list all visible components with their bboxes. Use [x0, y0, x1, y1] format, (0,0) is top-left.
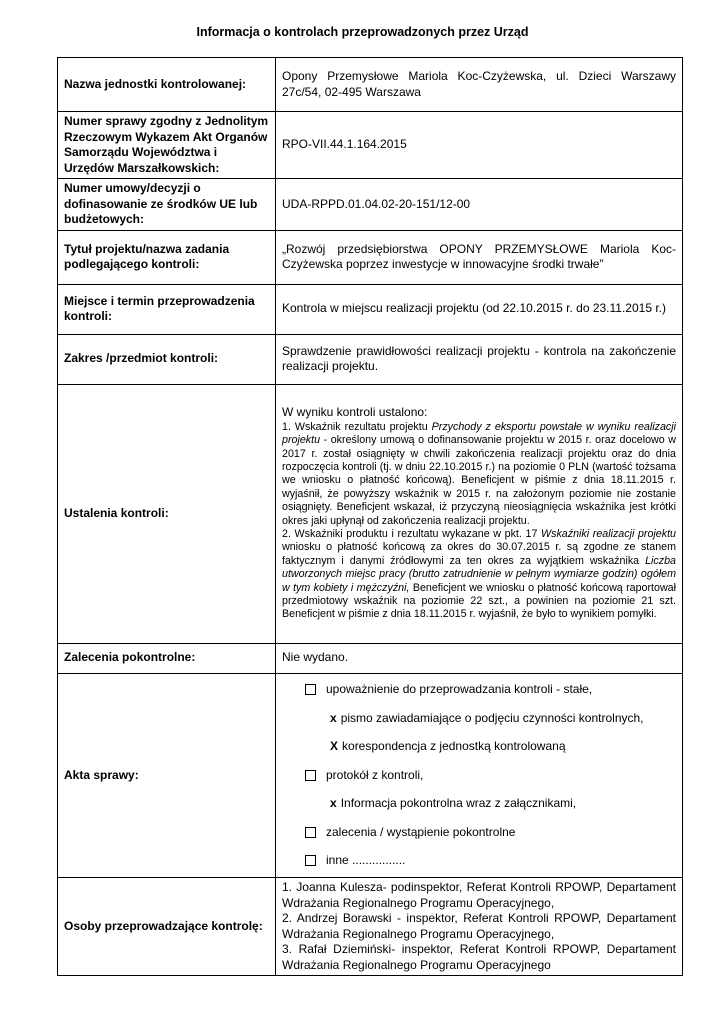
label-osoby: Osoby przeprowadzające kontrolę:	[58, 878, 276, 976]
akta-item	[282, 847, 676, 876]
row-numer-sprawy	[58, 112, 683, 179]
akta-item	[282, 818, 676, 847]
checkbox-icon	[305, 770, 316, 781]
label-tytul: Tytuł projektu/nazwa zadania podlegającego kontroli:	[58, 230, 276, 284]
checkbox-icon	[305, 684, 316, 695]
label-jednostka: Nazwa jednostki kontrolowanej:	[58, 58, 276, 112]
label-zakres: Zakres /przedmiot kontroli:	[58, 334, 276, 384]
osoba-1: 1. Joanna Kulesza- podinspektor, Referat Kontroli RPOWP, Departament Wdrażania Regionalnego Programu Operacyjnego,	[282, 880, 676, 910]
value-ustalenia	[276, 384, 683, 643]
p2-text-c: Beneficjent we wniosku o płatność końcową raportował przedmiotowy wskaźnik na poziomie 22 szt., a powinien na poziomie 21 szt. Beneficjent w piśmie z dnia 18.11.2015 r. wyjaśnił, że było to wynikiem pomyłki.	[282, 581, 676, 621]
control-info-table	[57, 57, 683, 976]
p2-text-b: wniosku o płatność końcową za okres do 30.07.2015 r. są zgodne ze stanem faktycznym i danymi źródłowymi za ten okres za wyjątkiem wskaźnika	[282, 541, 676, 567]
row-zalecenia	[58, 643, 683, 673]
label-akta: Akta sprawy:	[58, 673, 276, 878]
row-osoby	[58, 878, 683, 976]
akta-item-label: inne ................	[326, 853, 406, 867]
akta-item-label: protokół z kontroli,	[326, 767, 424, 782]
check-mark: X	[330, 739, 339, 753]
p2-italic-2: Liczba utworzonych miejsc pracy (brutto zatrudnienie w pełnym wymiarze godzin) ogółem w tym kobiety i mężczyźni,	[282, 554, 676, 594]
row-ustalenia	[58, 384, 683, 643]
akta-list	[282, 676, 676, 876]
value-numer-sprawy: RPO-VII.44.1.164.2015	[276, 112, 683, 179]
osoba-2: 2. Andrzej Borawski - inspektor, Referat Kontroli RPOWP, Departament Wdrażania Regionalnego Programu Operacyjnego,	[282, 911, 676, 941]
row-miejsce	[58, 284, 683, 334]
page-title: Informacja o kontrolach przeprowadzonych przez Urząd	[196, 25, 529, 39]
value-osoby	[276, 878, 683, 976]
akta-item-label: zalecenia / wystąpienie pokontrolne	[326, 824, 516, 839]
check-mark: x	[330, 710, 337, 725]
value-tytul: „Rozwój przedsiębiorstwa OPONY PRZEMYSŁOWE Mariola Koc-Czyżewska poprzez inwestycje w innowacyjne środki trwałe”	[276, 230, 683, 284]
akta-item-label: Informacja pokontrolna wraz z załącznikami,	[340, 796, 577, 810]
p2-italic-1: Wskaźniki realizacji projektu	[541, 527, 676, 540]
label-numer-umowy: Numer umowy/decyzji o dofinasowanie ze środków UE lub budżetowych:	[58, 179, 276, 231]
row-jednostka	[58, 58, 683, 112]
check-mark: x	[330, 796, 337, 810]
row-zakres	[58, 334, 683, 384]
akta-item-label: pismo zawiadamiające o podjęciu czynności kontrolnych,	[340, 710, 644, 725]
p1-text-a: 1. Wskaźnik rezultatu projektu	[282, 420, 432, 433]
row-numer-umowy	[58, 179, 683, 231]
label-numer-sprawy: Numer sprawy zgodny z Jednolitym Rzeczowym Wykazem Akt Organów Samorządu Województwa i Urzędów Marszałkowskich:	[58, 112, 276, 179]
osoba-3: 3. Rafał Dziemiński- inspektor, Referat Kontroli RPOWP, Departament Wdrażania Regionalnego Programu Operacyjnego	[282, 942, 676, 972]
akta-item	[282, 704, 676, 733]
label-zalecenia: Zalecenia pokontrolne:	[58, 643, 276, 673]
akta-item	[282, 790, 676, 819]
row-tytul	[58, 230, 683, 284]
p1-italic: Przychody z eksportu powstałe w wyniku realizacji projektu	[282, 420, 676, 447]
akta-item	[282, 761, 676, 790]
label-ustalenia: Ustalenia kontroli:	[58, 384, 276, 643]
value-jednostka: Opony Przemysłowe Mariola Koc-Czyżewska, ul. Dzieci Warszawy 27c/54, 02-495 Warszawa	[276, 58, 683, 112]
value-zalecenia: Nie wydano.	[276, 643, 683, 673]
value-miejsce: Kontrola w miejscu realizacji projektu (od 22.10.2015 r. do 23.11.2015 r.)	[276, 284, 683, 334]
akta-item-label: upoważnienie do przeprowadzania kontroli - stałe,	[326, 682, 593, 696]
p1-text-b: - określony umową o dofinansowanie projektu w 2015 r. oraz docelowo w 2017 r. został osiągnięty w chwili zakończenia realizacji projektu oraz do dnia rozpoczęcia kontroli (tj. w dniu 22.10.2015 r.) na poziomie 0 PLN (wartość tożsama we wniosku o płatność końcową). Beneficjent w piśmie z dnia 18.11.2015 r. wyjaśnił, że powyższy wskaźnik w 2015 r. na założonym poziomie nie zostanie osiągnięty. Beneficjent wskazał, iż przyczyną nieosiągnięcia wskaźnika jest krótki okres jaki upłynął od zakończenia realizacji projektu.	[282, 434, 676, 527]
label-miejsce: Miejsce i termin przeprowadzenia kontroli:	[58, 284, 276, 334]
akta-item-label: korespondencja z jednostką kontrolowaną	[342, 739, 566, 753]
p2-text-a: 2. Wskaźniki produktu i rezultatu wykazane w pkt. 17	[282, 527, 542, 540]
value-numer-umowy: UDA-RPPD.01.04.02-20-151/12-00	[276, 179, 683, 231]
ustalenia-point-1	[282, 421, 676, 528]
akta-item	[282, 676, 676, 705]
row-akta	[58, 673, 683, 878]
value-zakres: Sprawdzenie prawidłowości realizacji projektu - kontrola na zakończenie realizacji projektu.	[276, 334, 683, 384]
ustalenia-point-2	[282, 528, 676, 622]
checkbox-icon	[305, 827, 316, 838]
ustalenia-intro: W wyniku kontroli ustalono:	[282, 405, 428, 420]
akta-item	[282, 733, 676, 762]
value-akta	[276, 673, 683, 878]
checkbox-icon	[305, 855, 316, 866]
